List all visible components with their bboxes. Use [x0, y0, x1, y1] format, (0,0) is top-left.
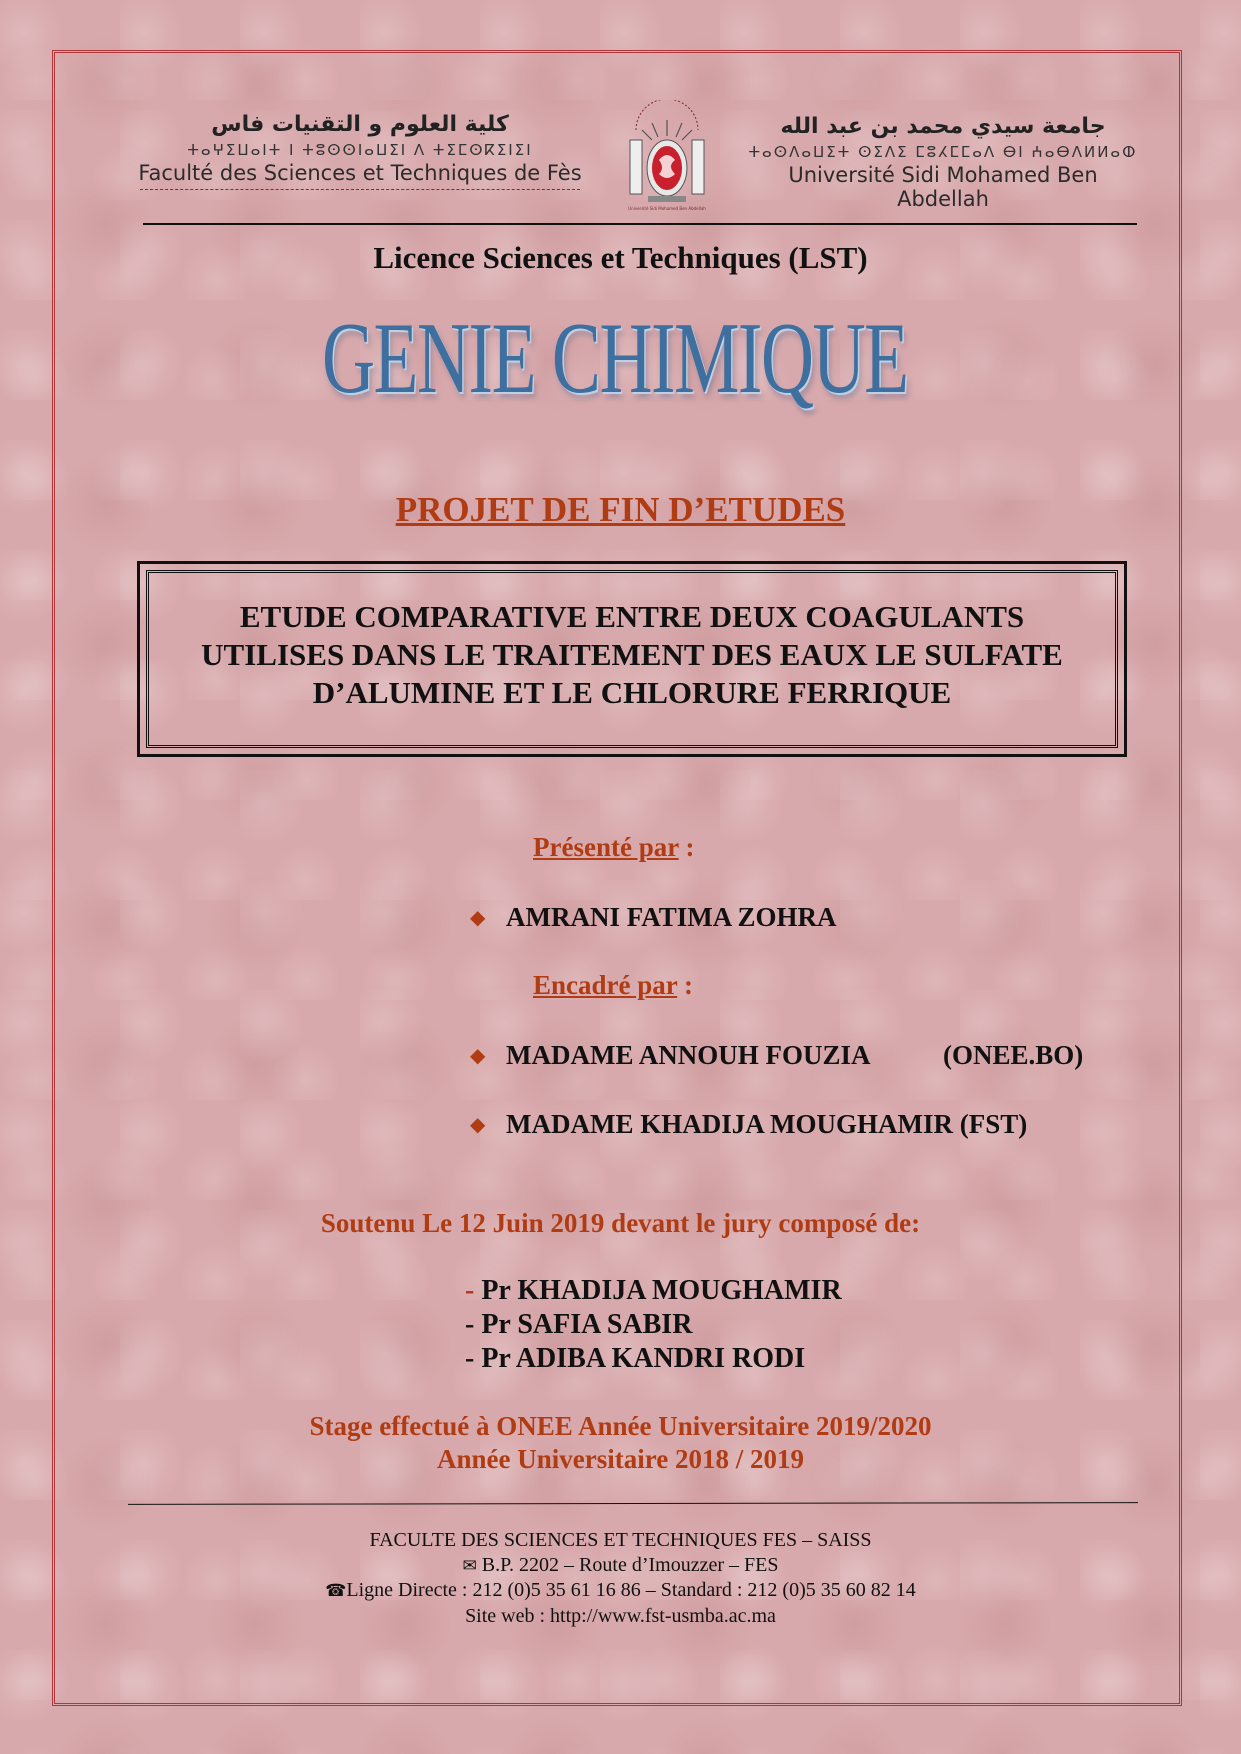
academic-year: Année Universitaire 2018 / 2019	[437, 1444, 804, 1474]
jury-member	[465, 1309, 692, 1341]
diamond-bullet-icon: ◆	[470, 1114, 486, 1136]
presented-by-colon: :	[678, 832, 695, 862]
faculty-underline	[140, 189, 580, 190]
footer-phone: Ligne Directe : 212 (0)5 35 61 16 86 – Standard : 212 (0)5 35 60 82 14	[346, 1579, 916, 1601]
diamond-bullet-icon: ◆	[470, 1045, 486, 1067]
supervisor-entry	[470, 1109, 1027, 1140]
supervisor-entry	[470, 1040, 871, 1071]
internship-line: Stage effectué à ONEE Année Universitaire 2019/2020	[309, 1411, 932, 1441]
jury-dash: -	[465, 1275, 482, 1306]
jury-dash: -	[465, 1309, 482, 1340]
footer-phone-line	[0, 1578, 1241, 1604]
mailbox-icon: ✉	[462, 1555, 477, 1576]
faculty-name-tifinagh: ⵜⴰⵖⵉⵡⴰⵏⵜ ⵏ ⵜⵓⵙⵙⵏⴰⵡⵉⵏ ⴷ ⵜⵉⵎⵙⴽⵉⵏⵉⵏ	[187, 141, 533, 159]
university-name-latin: Université Sidi Mohamed Ben Abdellah	[788, 163, 1098, 211]
footer-address: B.P. 2202 – Route d’Imouzzer – FES	[481, 1553, 779, 1576]
diamond-bullet-icon: ◆	[470, 907, 486, 929]
jury-member	[465, 1343, 805, 1375]
svg-text:Université Sidi Mohamed Ben Ab: Université Sidi Mohamed Ben Abdellah	[628, 206, 706, 211]
defense-statement: Soutenu Le 12 Juin 2019 devant le jury composé de:	[320, 1208, 921, 1238]
footer	[0, 1528, 1241, 1628]
supervised-by-label	[533, 970, 693, 1001]
thesis-title-line: UTILISES DANS LE TRAITEMENT DES EAUX LE SULFATE	[201, 637, 1063, 672]
presented-by-text: Présenté par	[533, 832, 679, 862]
footer-institution: FACULTE DES SCIENCES ET TECHNIQUES FES – SAISS	[369, 1529, 872, 1551]
supervised-by-colon: :	[677, 970, 694, 1000]
jury-name: Pr ADIBA KANDRI RODI	[481, 1343, 806, 1374]
student-entry	[470, 902, 837, 933]
faculty-name-latin: Faculté des Sciences et Techniques de Fès	[138, 161, 582, 185]
supervisor-name: MADAME KHADIJA MOUGHAMIR (FST)	[506, 1109, 1028, 1139]
faculty-block	[130, 112, 590, 190]
supervisor-organization: (ONEE.BO)	[943, 1040, 1084, 1070]
thesis-title	[140, 598, 1124, 712]
jury-name: Pr SAFIA SABIR	[481, 1309, 693, 1340]
faculty-name-arabic: كلية العلوم و التقنيات فاس	[211, 112, 509, 137]
department-title: GENIE CHIMIQUE	[321, 302, 908, 415]
telephone-icon: ☎	[325, 1581, 347, 1601]
supervisor-name: MADAME ANNOUH FOUZIA	[506, 1040, 871, 1070]
university-emblem-icon	[622, 100, 712, 212]
student-name: AMRANI FATIMA ZOHRA	[506, 902, 837, 932]
thesis-title-line: ETUDE COMPARATIVE ENTRE DEUX COAGULANTS	[239, 599, 1025, 634]
university-name-arabic: جامعة سيدي محمد بن عبد الله	[780, 114, 1106, 139]
presented-by-label	[533, 832, 694, 863]
thesis-title-line: D’ALUMINE ET LE CHLORURE FERRIQUE	[312, 675, 952, 710]
jury-member	[465, 1275, 842, 1307]
internship-info	[0, 1410, 1241, 1476]
document-type: PROJET DE FIN D’ETUDES	[395, 490, 846, 529]
program-name: Licence Sciences et Techniques (LST)	[373, 240, 868, 275]
header-rule	[143, 223, 1137, 225]
footer-website[interactable]: Site web : http://www.fst-usmba.ac.ma	[465, 1604, 776, 1627]
jury-dash: -	[465, 1343, 482, 1374]
thesis-title-box	[137, 561, 1127, 757]
letterhead	[130, 100, 1138, 212]
supervised-by-text: Encadré par	[533, 970, 678, 1000]
university-name-tifinagh: ⵜⴰⵙⴷⴰⵡⵉⵜ ⵙⵉⴷⵉ ⵎⵓⵃⵎⵎⴰⴷ ⴱⵏ ⵄⴰⴱⴷⵍⵍⴰⵀ	[748, 143, 1138, 161]
jury-name: Pr KHADIJA MOUGHAMIR	[481, 1275, 842, 1306]
university-block	[748, 114, 1138, 211]
footer-address-line	[0, 1553, 1241, 1579]
